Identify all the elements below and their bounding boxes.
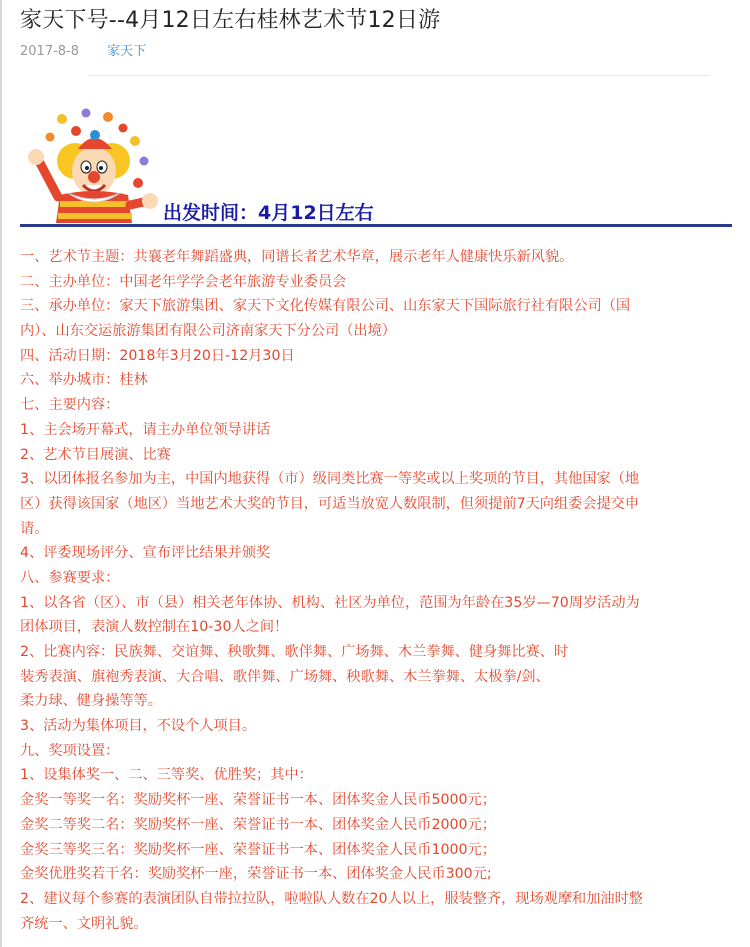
content-line: 八、参赛要求： [20,569,120,586]
content-line: 2、比赛内容：民族舞、交谊舞、秧歌舞、歌伴舞、广场舞、木兰拳舞、健身舞比赛、时 [20,644,569,660]
juggling-clown-icon [20,105,170,225]
content-line: 齐统一、文明礼貌。 [20,915,148,932]
content-line: 内）、山东交运旅游集团有限公司济南家天下分公司（出境） [20,323,396,340]
author-link[interactable]: 家天下 [107,44,147,59]
content-line: 六、举办城市：桂林 [20,372,148,389]
content-line: 区）获得该国家（地区）当地艺术大奖的节目，可适当放宽人数限制，但须提前7天向组委会提交申 [20,495,640,512]
article-content [20,245,732,936]
page-left-border [0,0,2,947]
content-line: 2、建议每个参赛的表演团队自带拉拉队，啦啦队人数在20人以上，服装整齐，现场观摩和加油时整 [20,890,643,907]
departure-time: 出发时间：4月12日左右 [163,202,374,224]
page-title: 家天下号--4月12日左右桂林艺术节12日游 [20,8,441,33]
publish-date: 2017-8-8 [20,44,80,59]
content-line: 二、主办单位：中国老年学学会老年旅游专业委员会 [20,273,347,290]
content-line: 金奖二等奖二名：奖励奖杯一座、荣誉证书一本、团体奖金人民币2000元； [20,816,496,833]
content-line: 1、主会场开幕式，请主办单位领导讲话 [20,421,271,438]
content-line: 2、艺术节目展演、比赛 [20,446,171,463]
content-line: 1、以各省（区）、市（县）相关老年体协、机构、社区为单位，范围为年龄在35岁—70周岁活动为 [20,594,640,611]
content-line: 金奖一等奖一名：奖励奖杯一座、荣誉证书一本、团体奖金人民币5000元； [20,792,496,809]
content-line: 3、以团体报名参加为主，中国内地获得（市）级同类比赛一等奖或以上奖项的节目，其他国家（地 [20,471,640,488]
content-line: 装秀表演、旗袍秀表演、大合唱、歌伴舞、广场舞、秧歌舞、木兰拳舞、太极拳/剑、 [20,668,550,685]
divider [88,75,710,76]
content-line: 4、评委现场评分、宣布评比结果并颁奖 [20,545,271,562]
content-line: 请。 [20,520,49,537]
content-line: 1、设集体奖一、二、三等奖、优胜奖；其中： [20,767,313,784]
content-line: 柔力球、健身操等等。 [20,693,162,710]
content-line: 一、艺术节主题：共襄老年舞蹈盛典，同谱长者艺术华章，展示老年人健康快乐新风貌。 [20,249,574,265]
content-line: 3、活动为集体项目，不设个人项目。 [20,718,257,735]
content-line: 金奖三等奖三名：奖励奖杯一座、荣誉证书一本、团体奖金人民币1000元； [20,841,496,858]
content-line: 团体项目，表演人数控制在10-30人之间！ [20,619,289,636]
content-line: 金奖优胜奖若干名：奖励奖杯一座，荣誉证书一本、团体奖金人民币300元; [20,866,492,883]
departure-banner [20,105,732,230]
content-line: 九、奖项设置： [20,742,120,759]
banner-underline [20,224,732,227]
content-line: 四、活动日期：2018年3月20日-12月30日 [20,347,295,364]
content-line: 三、承办单位：家天下旅游集团、家天下文化传媒有限公司、山东家天下国际旅行社有限公司（国 [20,298,631,315]
content-line: 七、主要内容： [20,397,120,414]
article-meta [20,40,146,59]
